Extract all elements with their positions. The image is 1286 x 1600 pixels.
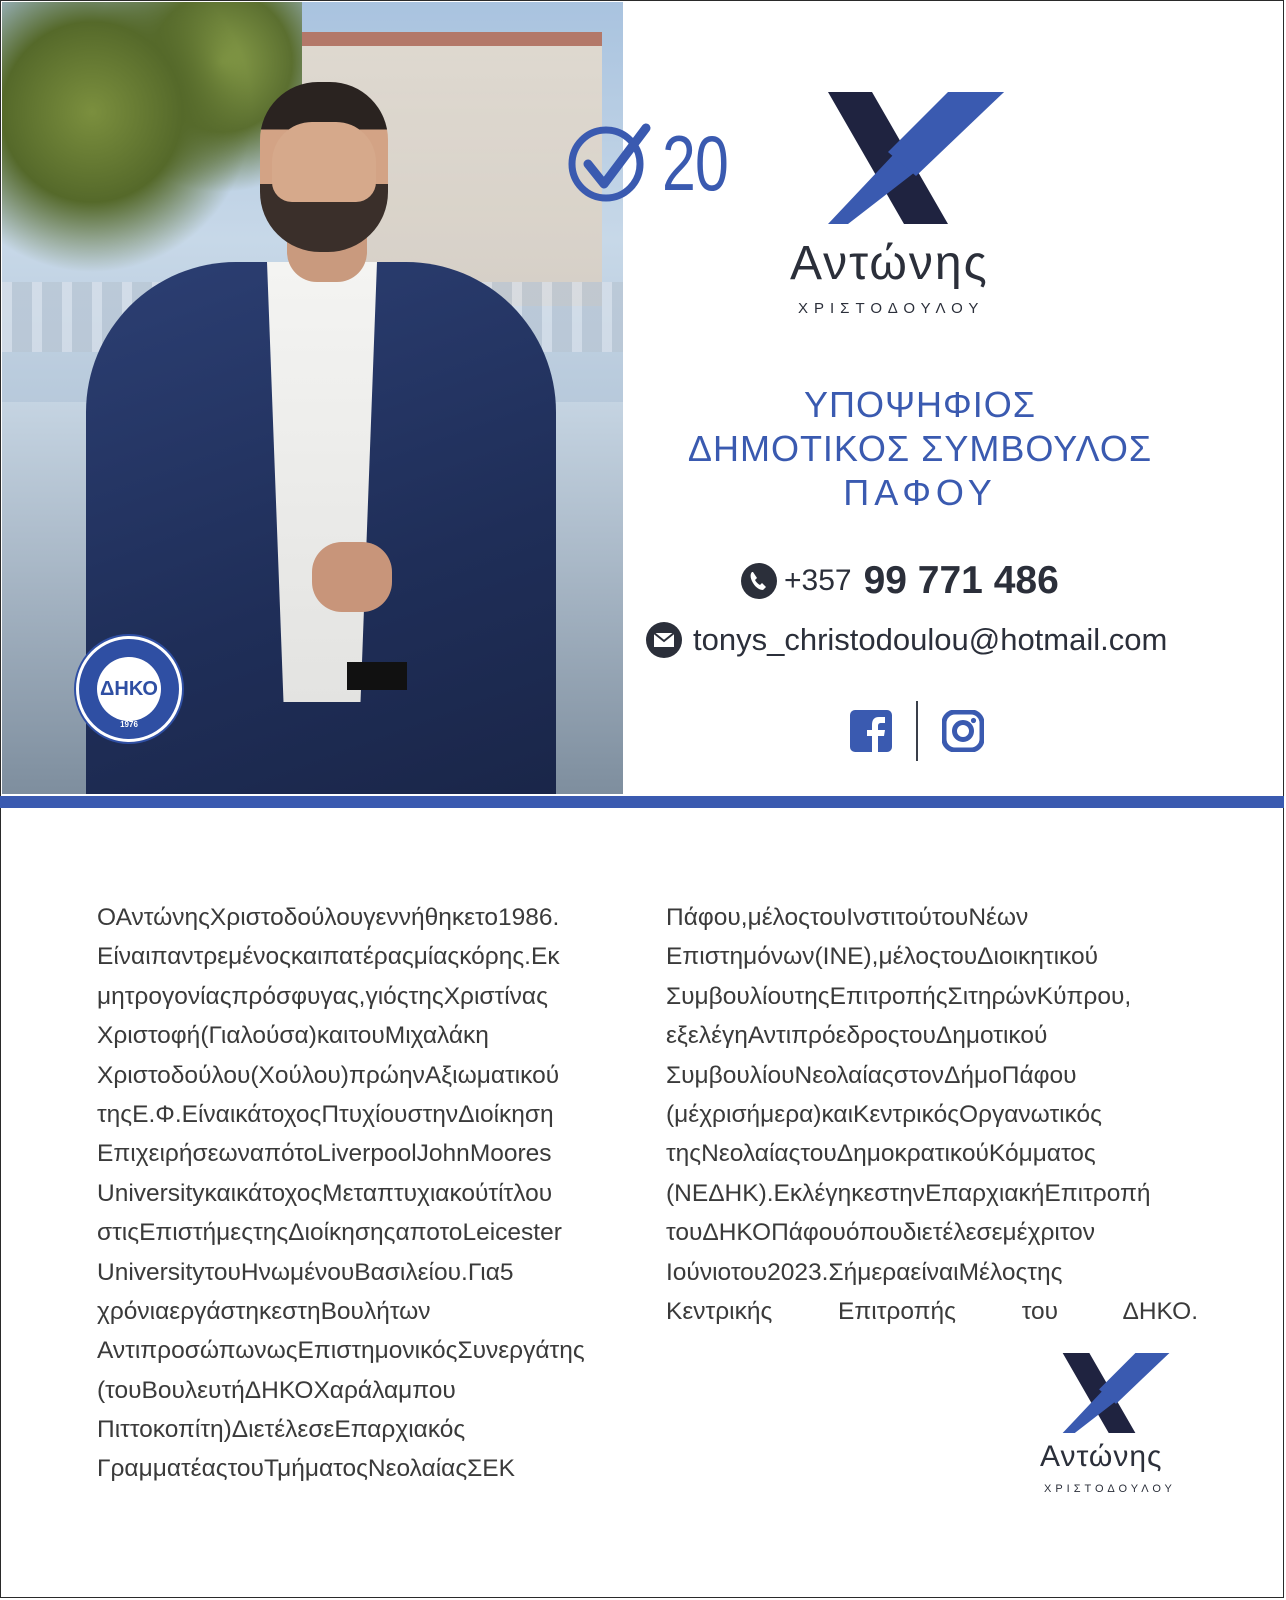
diko-party-logo (76, 636, 182, 742)
bio-line: (ΝΕΔΗΚ).ΕκλέγηκεστηνΕπαρχιακήΕπιτροπή (666, 1179, 1151, 1207)
bio-line: Πάφου,μέλοςτουΙνστιτούτουΝέων (666, 904, 1029, 931)
candidate-photo (2, 2, 623, 794)
bio-line: ΣυμβουλίουΝεολαίαςστονΔήμοΠάφου (666, 1061, 1077, 1089)
phone-number: 99 771 486 (863, 559, 1059, 602)
email-address: tonys_christodoulou@hotmail.com (693, 622, 1168, 657)
candidate-role (640, 383, 1200, 515)
facebook-icon[interactable] (850, 710, 892, 752)
bio-line: (μέχρισήμερα)καιΚεντρικόςΟργανωτικός (666, 1100, 1102, 1128)
belt (347, 662, 407, 690)
bio-line: ΓραμματέαςτουΤμήματοςΝεολαίαςΣΕΚ (97, 1455, 515, 1483)
role-line-2: ΔΗΜΟΤΙΚΟΣ ΣΥΜΒΟΥΛΟΣ (687, 428, 1153, 469)
diko-logo-mark: ΔΗΚΟ (100, 677, 158, 700)
role-line-1: ΥΠΟΨΗΦΙΟΣ (803, 384, 1037, 425)
shirt (267, 262, 377, 702)
bio-line: Επιστημόνων(ΙΝΕ),μέλοςτουΔιοικητικού (666, 943, 1099, 971)
hand (312, 542, 392, 612)
candidate-first-name-small: Αντώνης (1040, 1440, 1163, 1473)
diko-logo-year: 1976 (120, 720, 138, 729)
bio-column-left (97, 898, 629, 1489)
bio-line: τουΔΗΚΟΠάφουόπουδιετέλεσεμέχριτον (666, 1219, 1096, 1247)
phone-icon (740, 562, 778, 600)
bio-line: χρόνιαεργάστηκεστηΒουλήτων (97, 1297, 431, 1325)
phone-prefix: +357 (784, 564, 852, 597)
social-separator (916, 701, 918, 761)
bio-line: μητρογονίαςπρόσφυγας,γιόςτηςΧριστίνας (97, 982, 548, 1010)
bio-column-right (666, 898, 1198, 1331)
bio-line: Πιττοκοπίτη)ΔιετέλεσεΕπαρχιακός (97, 1416, 466, 1444)
x-logo-icon (828, 92, 1004, 224)
face (272, 122, 376, 202)
check-circle-icon (568, 122, 652, 206)
candidate-first-name: Αντώνης (790, 237, 989, 290)
candidate-surname: ΧΡΙΣΤΟΔΟΥΛΟΥ (798, 300, 985, 317)
ballot-number-text: 20 (662, 119, 729, 207)
bio-line: Χριστοφή(Γιαλούσα)καιτουΜιχαλάκη (97, 1022, 489, 1050)
accent-divider-bar (0, 796, 1284, 808)
bio-line: UniversityκαικάτοχοςΜεταπτυχιακούτίτλου (97, 1179, 553, 1207)
bio-line: ΕπιχειρήσεωναπότοLiverpoolJohnMoores (97, 1140, 552, 1168)
bio-line: UniversityτουΗνωμένουΒασιλείου.Για5 (97, 1258, 514, 1286)
diko-logo-inner (97, 657, 161, 721)
social-links (850, 700, 984, 762)
email-contact[interactable] (645, 618, 1167, 662)
bio-line: Είναιπαντρεμένοςκαιπατέραςμίαςκόρης.Εκ (97, 943, 560, 971)
x-logo-small-icon (1062, 1353, 1170, 1433)
bio-line: ΣυμβουλίουτηςΕπιτροπήςΣιτηρώνΚύπρου, (666, 982, 1132, 1010)
bio-line: Κεντρικής Επιτροπής του ΔΗΚΟ. (666, 1297, 1198, 1325)
phone-contact[interactable] (740, 556, 1059, 606)
bio-line: τηςΝεολαίαςτουΔημοκρατικούΚόμματος (666, 1140, 1096, 1168)
bio-line: τηςΕ.Φ.ΕίναικάτοχοςΠτυχίουστηνΔιοίκηση (97, 1100, 554, 1128)
role-line-3: ΠΑΦΟΥ (843, 472, 997, 513)
candidate-surname-small: ΧΡΙΣΤΟΔΟΥΛΟΥ (1044, 1483, 1176, 1495)
bio-line: Ιούνιοτου2023.ΣήμεραείναιΜέλοςτης (666, 1258, 1063, 1286)
ballot-number (568, 118, 747, 209)
instagram-icon[interactable] (942, 710, 984, 752)
bio-line: Χριστοδούλου(Χούλου)πρώηνΑξιωματικού (97, 1061, 560, 1089)
bio-line: στιςΕπιστήμεςτηςΔιοίκησηςαποτοLeicester (97, 1219, 562, 1247)
bio-line: ΟΑντώνηςΧριστοδούλουγεννήθηκετο1986. (97, 904, 560, 931)
bio-line: (τουΒουλευτήΔΗΚΟΧαράλαμπου (97, 1376, 456, 1404)
bio-line: ΑντιπροσώπωνωςΕπιστημονικόςΣυνεργάτης (97, 1337, 585, 1365)
mail-icon (645, 621, 683, 659)
bio-line: εξελέγηΑντιπρόεδροςτουΔημοτικού (666, 1022, 1048, 1050)
